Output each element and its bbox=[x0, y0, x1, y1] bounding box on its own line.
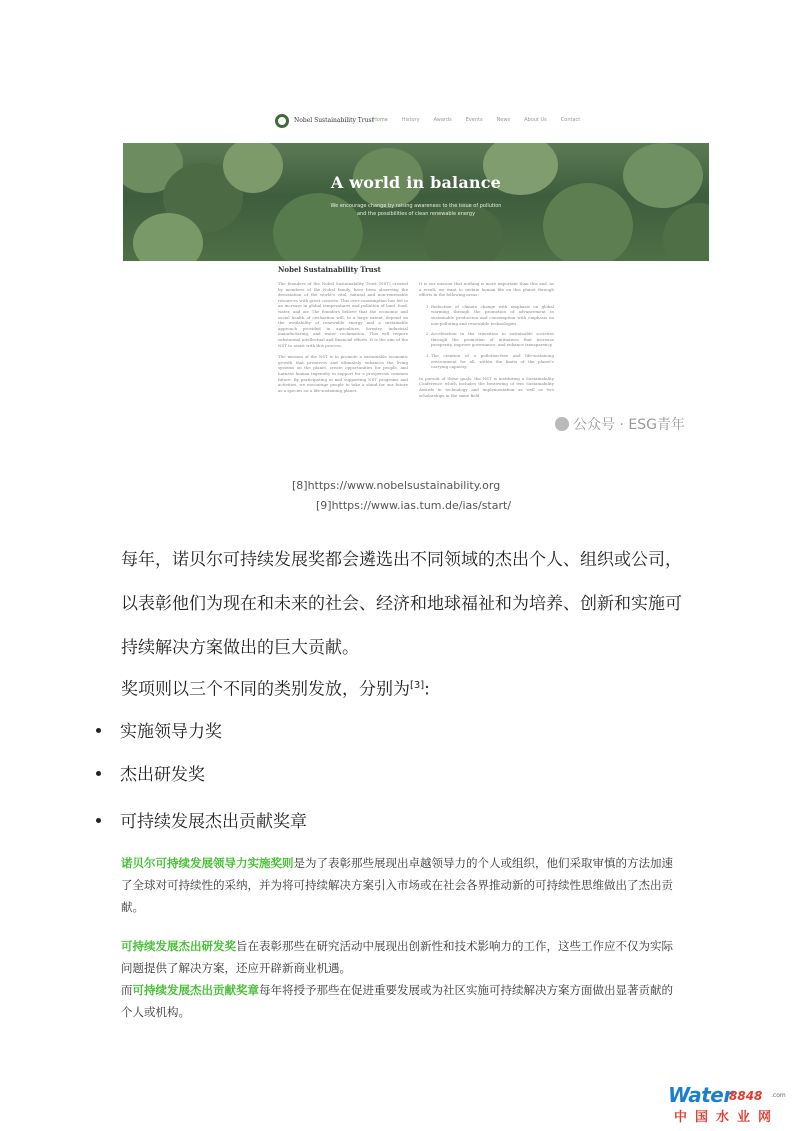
menu-item-history: History bbox=[401, 117, 420, 123]
list-item: 1. Reduction of climate change with emphasis on global warming through the promotion of advancement in sustainable production and consumption with emphasis on non-polluting and renewable technologies. bbox=[431, 304, 554, 326]
body-paragraph-2: 奖项则以三个不同的类别发放，分别为[3]: bbox=[121, 679, 430, 700]
wechat-icon bbox=[555, 417, 569, 431]
detail-paragraph-3: 而可持续发展杰出贡献奖章每年将授予那些在促进重要发展或为社区实施可持续解决方案方面做出显著贡献的个人或机构。 bbox=[121, 983, 673, 1019]
reference-8[interactable]: [8]https://www.nobelsustainability.org bbox=[292, 479, 501, 492]
bullet-item: 杰出研发奖 bbox=[96, 760, 205, 785]
list-item: 2. Acceleration in the transition to sustainable societies through the promotion of initiatives that increase prosperity, improve governance, and enhance transparency. bbox=[431, 331, 554, 348]
citation-3[interactable]: [3] bbox=[410, 680, 425, 691]
bullet-item: 可持续发展杰出贡献奖章 bbox=[96, 807, 307, 832]
nst-logo-icon bbox=[275, 114, 289, 128]
bullet-dot-icon bbox=[96, 771, 101, 776]
article-right-intro: It is our mission that nothing is more important than this and, as a result, we want to sustain human life on this planet through efforts in the following areas: bbox=[419, 281, 554, 298]
hero-subtitle: We encourage change by raising awareness to the issue of pollution and the possibilities of clean renewable energy bbox=[330, 203, 502, 217]
site-brand: Nobel Sustainability Trust bbox=[294, 117, 375, 124]
article-left-p2: The mission of the NST is to promote a sustainable economic growth that preserves and ultimately enhances the living systems on the planet, create opportunities for people, and harness human ingenuity in support for a prosperous common future. By participating in and supporting NST programs and activities, we encourage people to take a stand for our future as a species on a life-sustaining planet. bbox=[278, 354, 408, 393]
detail-paragraph-1: 诺贝尔可持续发展领导力实施奖则是为了表彰那些展现出卓越领导力的个人或组织，他们采取审慎的方法加速了全球对可持续性的采纳，并为将可持续解决方案引入市场或在社会各界推动新的可持续性思维做出了杰出贡献。 bbox=[121, 856, 673, 914]
bullet-dot-icon bbox=[96, 728, 101, 733]
article-right-outro: In pursuit of these goals, the NST is instituting a Sustainability Conference which includes the bestowing of two Sustainability Awards in technology and implementation as well as two scholarships in the same field. bbox=[419, 375, 554, 398]
menu-item-contact: Contact bbox=[560, 117, 581, 123]
menu-item-news: News bbox=[496, 117, 511, 123]
reference-9[interactable]: [9]https://www.ias.tum.de/ias/start/ bbox=[316, 499, 512, 512]
article-title: Nobel Sustainability Trust bbox=[278, 265, 381, 274]
article-left-p1: The founders of the Nobel Sustainability Trust (NST) created by members of the Nobel family, have been observing the devastation of the world's vital, natural and non-renewable resources with great concern. This over-consumption has led to an increase in global temperatures and pollution of land, food, water, and air. The founders believe that the economic and social health of civilization will, to a large extent, depend on the availability of renewable energy and a sustainable approach provided in agriculture, forestry, industrial manufacturing, and water reclamation. This will require substantial intellectual and financial efforts. It is the aim of the NST to assist with this process. bbox=[278, 281, 408, 348]
hero-title: A world in balance bbox=[330, 173, 502, 192]
menu-item-events: Events bbox=[465, 117, 483, 123]
water8848-logo: Water 8848 .com 中国水业网 bbox=[668, 1083, 786, 1125]
bullet-dot-icon bbox=[96, 818, 101, 823]
article-right-list bbox=[419, 304, 554, 370]
embedded-website-screenshot bbox=[123, 105, 709, 450]
menu-item-about: About Us bbox=[524, 117, 547, 123]
site-menu bbox=[373, 117, 580, 123]
wechat-watermark: 公众号 · ESG青年 bbox=[555, 414, 685, 434]
list-item: 3. The creation of a pollution-free and life-sustaining environment for all, within the limits of the planet's carrying capacity. bbox=[431, 353, 554, 370]
body-paragraph-1: 每年，诺贝尔可持续发展奖都会遴选出不同领域的杰出个人、组织或公司，以表彰他们为现在和未来的社会、经济和地球福祉和为培养、创新和实施可持续解决方案做出的巨大贡献。 bbox=[121, 550, 682, 658]
menu-item-awards: Awards bbox=[433, 117, 452, 123]
hero-forest-banner bbox=[123, 143, 709, 261]
detail-paragraph-2: 可持续发展杰出研发奖旨在表彰那些在研究活动中展现出创新性和技术影响力的工作，这些工作应不仅为实际问题提供了解决方案，还应开辟新商业机遇。 bbox=[121, 939, 673, 975]
menu-item-home: Home bbox=[373, 117, 388, 123]
site-nav bbox=[123, 105, 709, 143]
article-right-column bbox=[419, 281, 554, 404]
bullet-item: 实施领导力奖 bbox=[96, 717, 222, 742]
article-left-column bbox=[278, 281, 408, 399]
